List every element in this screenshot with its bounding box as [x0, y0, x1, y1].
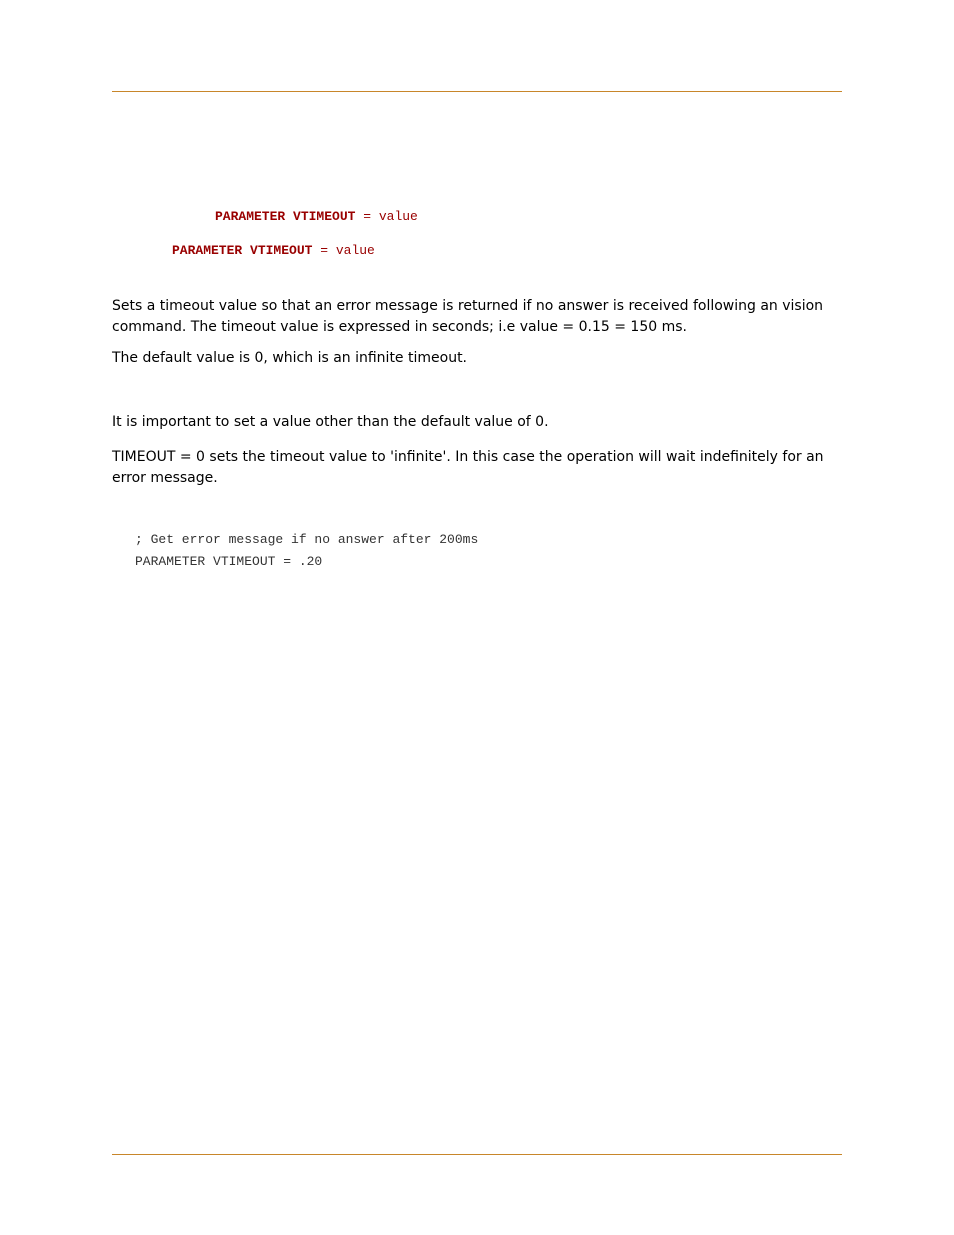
- syntax-argument: = value: [355, 209, 418, 224]
- example-code-comment: ; Get error message if no answer after 200ms: [135, 532, 479, 547]
- description-paragraph: Sets a timeout value so that an error message is returned if no answer is received following an vision command. The timeout value is expressed in seconds; i.e value = 0.15 = 150 ms.: [112, 298, 824, 335]
- syntax-keyword: PARAMETER VTIMEOUT: [215, 209, 356, 224]
- note-paragraph: It is important to set a value other than the default value of 0.: [112, 414, 549, 430]
- note-paragraph-timeout: TIMEOUT = 0 sets the timeout value to 'infinite'. In this case the operation will wait indefinitely for an error message.: [112, 449, 824, 486]
- footer-rule: [112, 1154, 842, 1155]
- syntax-argument: = value: [312, 243, 375, 258]
- syntax-keyword: PARAMETER VTIMEOUT: [172, 243, 313, 258]
- header-rule: [112, 91, 842, 92]
- syntax-line-2: [172, 243, 375, 259]
- syntax-line-1: [215, 209, 418, 225]
- default-value-paragraph: The default value is 0, which is an infinite timeout.: [112, 350, 468, 366]
- example-code-statement: PARAMETER VTIMEOUT = .20: [135, 554, 323, 569]
